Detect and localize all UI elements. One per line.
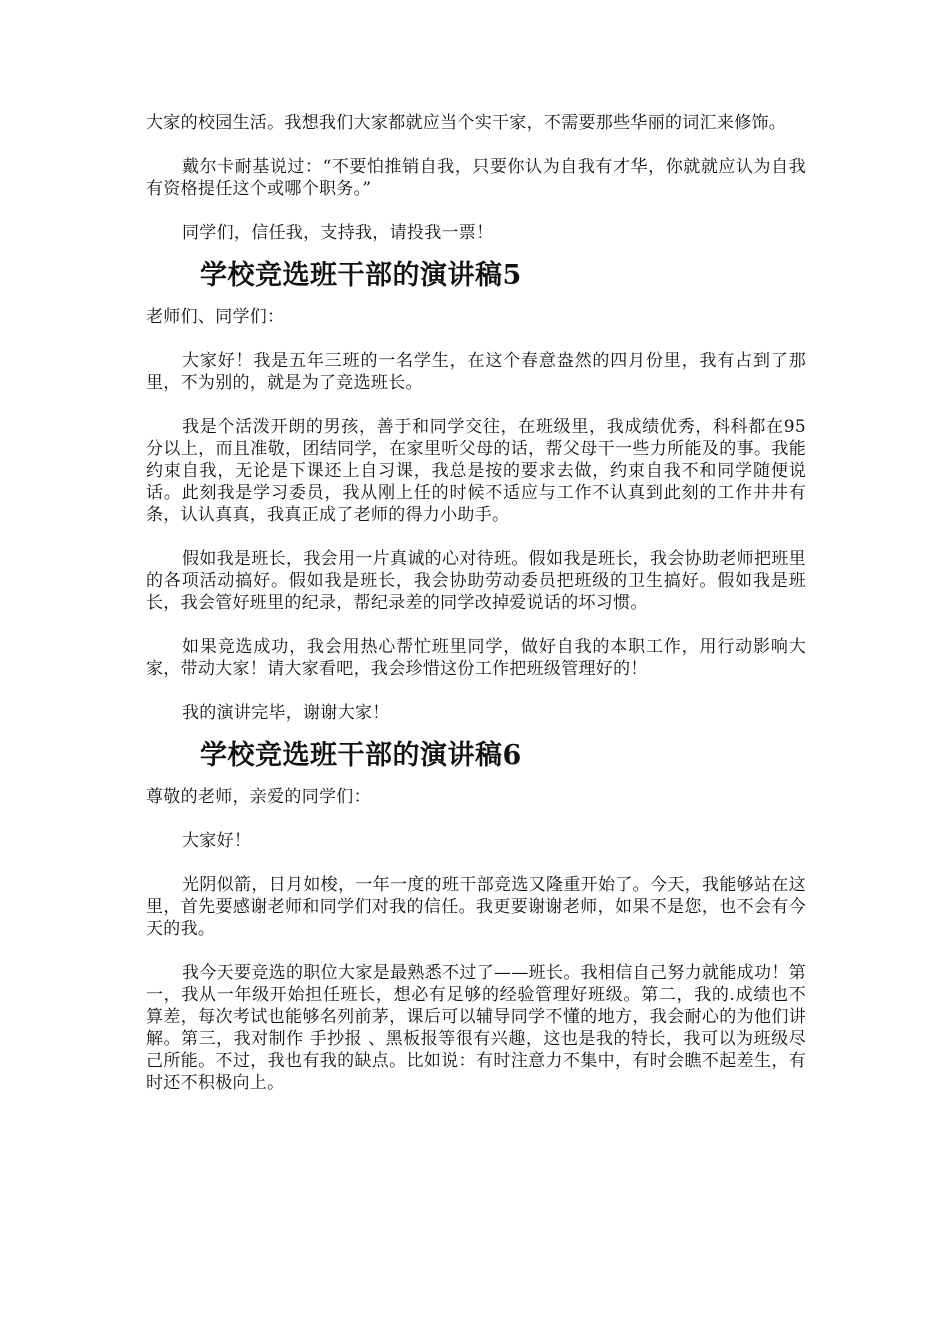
paragraph: 我的演讲完毕，谢谢大家！: [182, 703, 390, 723]
document-page: [146, 112, 806, 1094]
greeting: 老师们、同学们：: [146, 307, 285, 327]
section-heading: 学校竞选班干部的演讲稿6: [200, 740, 522, 771]
section-heading: 学校竞选班干部的演讲稿5: [200, 260, 522, 291]
paragraph: 如果竞选成功，我会用热心帮忙班里同学，做好自我的本职工作，用行动影响大家，带动大家！请大家看吧，我会珍惜这份工作把班级管理好的！: [146, 637, 806, 679]
paragraph: 光阴似箭，日月如梭，一年一度的班干部竞选又隆重开始了。今天，我能够站在这里，首先要感谢老师和同学们对我的信任。我更要谢谢老师，如果不是您，也不会有今天的我。: [146, 875, 806, 939]
paragraph: 大家的校园生活。我想我们大家都就应当个实干家，不需要那些华丽的词汇来修饰。: [146, 113, 787, 133]
paragraph: 假如我是班长，我会用一片真诚的心对待班。假如我是班长，我会协助老师把班里的各项活动搞好。假如我是班长，我会协助劳动委员把班级的卫生搞好。假如我是班长，我会管好班里的纪录，帮纪录差的同学改掉爱说话的坏习惯。: [146, 549, 806, 613]
paragraph: 我是个活泼开朗的男孩，善于和同学交往，在班级里，我成绩优秀，科科都在95分以上，而且准敬，团结同学，在家里听父母的话，帮父母干一些力所能及的事。我能约束自我，无论是下课还上自习课，我总是按的要求去做，约束自我不和同学随便说话。此刻我是学习委员，我从刚上任的时候不适应与工作不认真到此刻的工作井井有条，认认真真，我真正成了老师的得力小助手。: [146, 417, 806, 525]
paragraph: 大家好！我是五年三班的一名学生，在这个春意盎然的四月份里，我有占到了那里，不为别的，就是为了竞选班长。: [146, 351, 806, 393]
paragraph: 同学们，信任我，支持我，请投我一票！: [182, 223, 494, 243]
paragraph: 戴尔卡耐基说过：“不要怕推销自我，只要你认为自我有才华，你就就应认为自我有资格提任这个或哪个职务。”: [146, 157, 806, 199]
paragraph: 我今天要竞选的职位大家是最熟悉不过了——班长。我相信自己努力就能成功！第一，我从一年级开始担任班长，想必有足够的经验管理好班级。第二，我的.成绩也不算差，每次考试也能够名列前茅，课后可以辅导同学不懂的地方，我会耐心的为他们讲解。第三，我对制作 手抄报 、黑板报等很有兴趣，这也是我的特长，我可以为班级尽己所能。不过，我也有我的缺点。比如说：有时注意力不集中，有时会瞧不起差生，有时还不积极向上。: [146, 963, 806, 1093]
greeting: 尊敬的老师，亲爱的同学们：: [146, 787, 371, 807]
paragraph: 大家好！: [182, 831, 252, 851]
